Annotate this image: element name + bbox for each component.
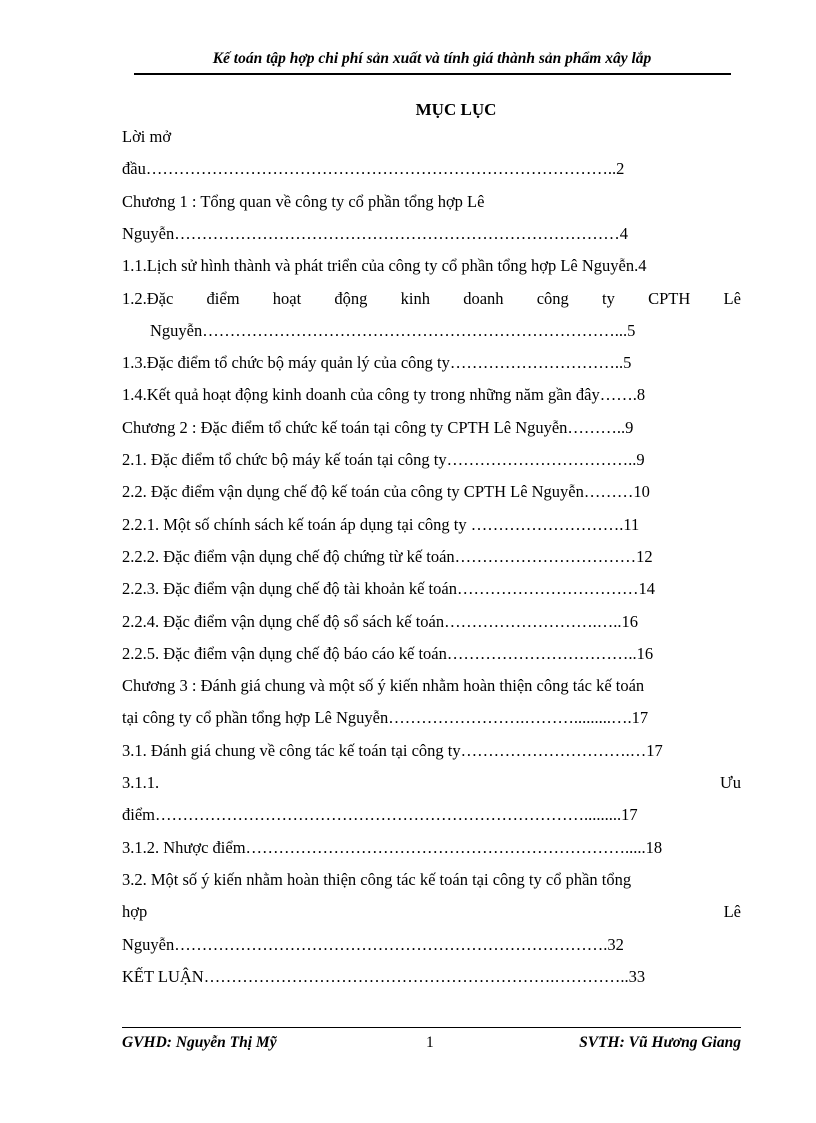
toc-word: công xyxy=(536,288,569,308)
toc-word: 1.2.Đặc xyxy=(122,288,174,308)
toc-line: 2.2.3. Đặc điểm vận dụng chế độ tài khoản kế toán……………………………14 xyxy=(122,579,655,599)
toc-word: Lê xyxy=(723,902,741,922)
toc-word: hợp xyxy=(122,902,148,922)
toc-line xyxy=(122,769,741,797)
toc-line: Lời mở xyxy=(122,127,172,146)
toc-word: Ưu xyxy=(719,773,741,792)
toc-line: 3.2. Một số ý kiến nhằm hoàn thiện công tác kế toán tại công ty cổ phần tổng xyxy=(122,869,632,889)
toc-line: điểm…………………………………………………………………….........17 xyxy=(122,805,638,825)
toc-line: 2.2.5. Đặc điểm vận dụng chế độ báo cáo kế toán……………………………..16 xyxy=(122,643,654,663)
toc-line: Chương 2 : Đặc điểm tổ chức kế toán tại công ty CPTH Lê Nguyễn………..9 xyxy=(122,417,634,437)
toc-word: điểm xyxy=(206,288,240,308)
toc-word: kinh xyxy=(400,288,430,308)
toc-line: tại công ty cổ phần tổng hợp Lê Nguyễn…………………….……….........….17 xyxy=(122,708,649,728)
toc-line: 1.1.Lịch sử hình thành và phát triển của công ty cổ phần tổng hợp Lê Nguyễn.4 xyxy=(122,256,647,276)
toc-line: KẾT LUẬN……………………………………………………….…………..33 xyxy=(122,966,646,986)
toc-word: CPTH xyxy=(648,288,691,308)
toc-line: Nguyễn………………………………………………………………………4 xyxy=(122,223,628,243)
page-number: 1 xyxy=(426,1034,434,1051)
toc-line: 2.2.2. Đặc điểm vận dụng chế độ chứng từ kế toán……………………………12 xyxy=(122,546,653,566)
toc-line: đầu…………………………………………………………………………..2 xyxy=(122,159,625,179)
toc-line: 2.2. Đặc điểm vận dụng chế độ kế toán của công ty CPTH Lê Nguyễn………10 xyxy=(122,482,650,502)
toc-line: 3.1. Đánh giá chung về công tác kế toán tại công ty………………………….…17 xyxy=(122,740,663,760)
toc-line: 2.2.1. Một số chính sách kế toán áp dụng tại công ty ……………………….11 xyxy=(122,514,640,534)
toc-word: doanh xyxy=(463,288,504,308)
footer-rule xyxy=(122,1027,741,1028)
footer-advisor: GVHD: Nguyễn Thị Mỹ xyxy=(122,1034,277,1051)
toc-word: ty xyxy=(602,288,615,308)
toc-word: động xyxy=(334,288,368,308)
toc-line xyxy=(122,898,741,926)
toc-word: hoạt xyxy=(272,288,302,308)
toc-line: Chương 1 : Tổng quan về công ty cổ phần tổng hợp Lê xyxy=(122,191,485,211)
toc-line: 2.1. Đặc điểm tổ chức bộ máy kế toán tại công ty……………………………..9 xyxy=(122,450,645,469)
toc-word: 3.1.1. xyxy=(122,773,160,792)
toc-line: Chương 3 : Đánh giá chung và một số ý kiến nhằm hoàn thiện công tác kế toán xyxy=(122,676,645,696)
toc-line: 3.1.2. Nhược điểm…………………………………………………………….....18 xyxy=(122,837,663,857)
toc-line xyxy=(122,285,741,313)
running-header: Kế toán tập hợp chi phí sản xuất và tính giá thành sản phẩm xây lắp xyxy=(212,50,652,67)
toc-line: 1.4.Kết quả hoạt động kinh doanh của công ty trong những năm gần đây…….8 xyxy=(122,385,646,405)
toc-line: Nguyễn…………………………………………………………………….32 xyxy=(122,934,624,954)
toc-line: 1.3.Đặc điểm tổ chức bộ máy quản lý của công ty…………………………..5 xyxy=(122,353,632,373)
toc-word: Lê xyxy=(723,288,741,308)
toc-line: 2.2.4. Đặc điểm vận dụng chế độ sổ sách kế toán……………………….…..16 xyxy=(122,611,638,631)
footer-student: SVTH: Vũ Hương Giang xyxy=(579,1034,741,1051)
toc-line: Nguyễn…………………………………………………………………...5 xyxy=(150,320,636,340)
toc-title: MỤC LỤC xyxy=(415,100,497,119)
